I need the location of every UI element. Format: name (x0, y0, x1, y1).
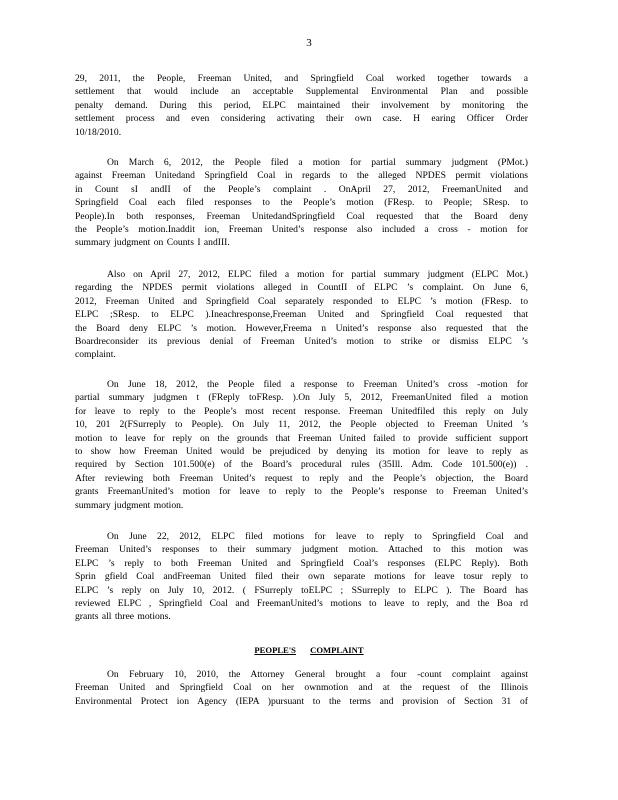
text-line: Springfield Coal each filed responses to the People’s motion (FResp. to People; SResp. to (75, 197, 528, 209)
text-line: regarding the NPDES permit violations alleged in CountII of ELPC ’s complaint. On June 6, (75, 282, 528, 294)
text-line: penalty demand. During this period, ELPC maintained their involvement by monitoring the (75, 99, 528, 111)
text-line: Also on April 27, 2012, ELPC filed a motion for partial summary judgment (ELPC Mot.) (107, 269, 528, 280)
text-line: summary judgment motion. (75, 499, 184, 511)
text-line: reviewed ELPC , Springfield Coal and FreemanUnited’s motions to leave to reply, and the Boa rd (75, 597, 528, 609)
heading-word-complaint: COMPLAINT (310, 645, 364, 655)
text-line: to show how Freeman United would be prejudiced by denying its motion for leave to reply as (75, 445, 528, 457)
text-line: On March 6, 2012, the People filed a motion for partial summary judgment (PMot.) (107, 157, 528, 168)
heading-word-peoples: PEOPLE'S (254, 645, 296, 655)
text-line: Environmental Protect ion Agency (IEPA )pursuant to the terms and provision of Section 31 of (75, 695, 528, 707)
text-line: People).In both responses, Freeman UnitedandSpringfield Coal requested that the Board deny (75, 210, 528, 222)
paragraph-march-6-motion (75, 156, 528, 250)
text-line: summary judgment on Counts I andIII. (75, 237, 230, 249)
text-line: ELPC ;SResp. to ELPC ).Ineachresponse,Freeman United and Springfield Coal requested that (75, 309, 528, 321)
text-line: the Board deny ELPC ’s motion. However,Freema n United’s response also requested that the (75, 322, 528, 334)
text-line: complaint. (75, 349, 116, 361)
paragraph-continuation (75, 72, 528, 139)
text-line: settlement that would include an acceptable Supplemental Environmental Plan and possible (75, 86, 528, 98)
text-line: required by Section 101.500(e) of the Board’s procedural rules (35Ill. Adm. Code 101.500(e)) . (75, 459, 528, 471)
text-line: settlement process and even considering activating their own case. H earing Officer Order (75, 113, 528, 125)
text-line: for leave to reply to the People’s most recent response. Freeman Unitedfiled this reply on July (75, 405, 528, 417)
text-line: On June 18, 2012, the People filed a response to Freeman United’s cross -motion for (107, 379, 528, 390)
text-line: partial summary judgmen t (FReply toFResp. ).On July 5, 2012, FreemanUnited filed a motion (75, 392, 528, 404)
text-line: Freeman United and Springfield Coal on her ownmotion and at the request of the Illinois (75, 682, 528, 694)
text-line: grants FreemanUnited’s motion for leave to reply to the People’s response to Freeman United’s (75, 486, 528, 498)
text-line: motion to leave for reply on the grounds that Freeman United failed to provide sufficient support (75, 432, 528, 444)
text-line: 2012, Freeman United and Springfield Coal separately responded to ELPC ’s motion (FResp. to (75, 295, 528, 307)
paragraph-feb-10-complaint (75, 668, 528, 708)
text-line: 10/18/2010. (75, 126, 122, 138)
text-line: On June 22, 2012, ELPC filed motions for leave to reply to Springfield Coal and (107, 531, 528, 542)
paragraph-june-22-elpc-motions (75, 530, 528, 624)
text-line: Sprin gfield Coal andFreeman United filed their own separate motions for leave tosur reply to (75, 571, 528, 583)
paragraph-april-27-elpc-motion (75, 268, 528, 362)
page-number: 3 (306, 37, 312, 49)
text-line: in Count sI andII of the People’s complaint . OnApril 27, 2012, FreemanUnited and (75, 183, 528, 195)
text-line: On February 10, 2010, the Attorney General brought a four -count complaint against (107, 669, 528, 680)
text-line: 10, 201 2(FSurreply to People). On July 11, 2012, the People objected to Freeman United ’s (75, 419, 528, 431)
text-line: against Freeman Unitedand Springfield Coal in regards to the alleged NPDES permit violations (75, 170, 528, 182)
text-line: ELPC ’s reply to both Freeman United and Springfield Coal’s responses (ELPC Reply). Both (75, 557, 528, 569)
text-line: grants all three motions. (75, 611, 171, 623)
text-line: Freeman United’s responses to their summary judgment motion. Attached to this motion was (75, 544, 528, 556)
text-line: 29, 2011, the People, Freeman United, and Springfield Coal worked together towards a (75, 73, 528, 84)
section-heading (0, 644, 618, 656)
text-line: the People’s motion.Inaddit ion, Freeman United’s response also included a cross - motion for (75, 223, 528, 235)
paragraph-june-18-response (75, 378, 528, 512)
text-line: ELPC ’s reply on July 10, 2012. ( FSurreply toELPC ; SSurreply to ELPC ). The Board has (75, 584, 528, 596)
text-line: Boardreconsider its previous denial of Freeman United’s motion to strike or dismiss ELPC ’s (75, 335, 528, 347)
text-line: After reviewing both Freeman United’s request to reply and the People’s objection, the Board (75, 472, 528, 484)
